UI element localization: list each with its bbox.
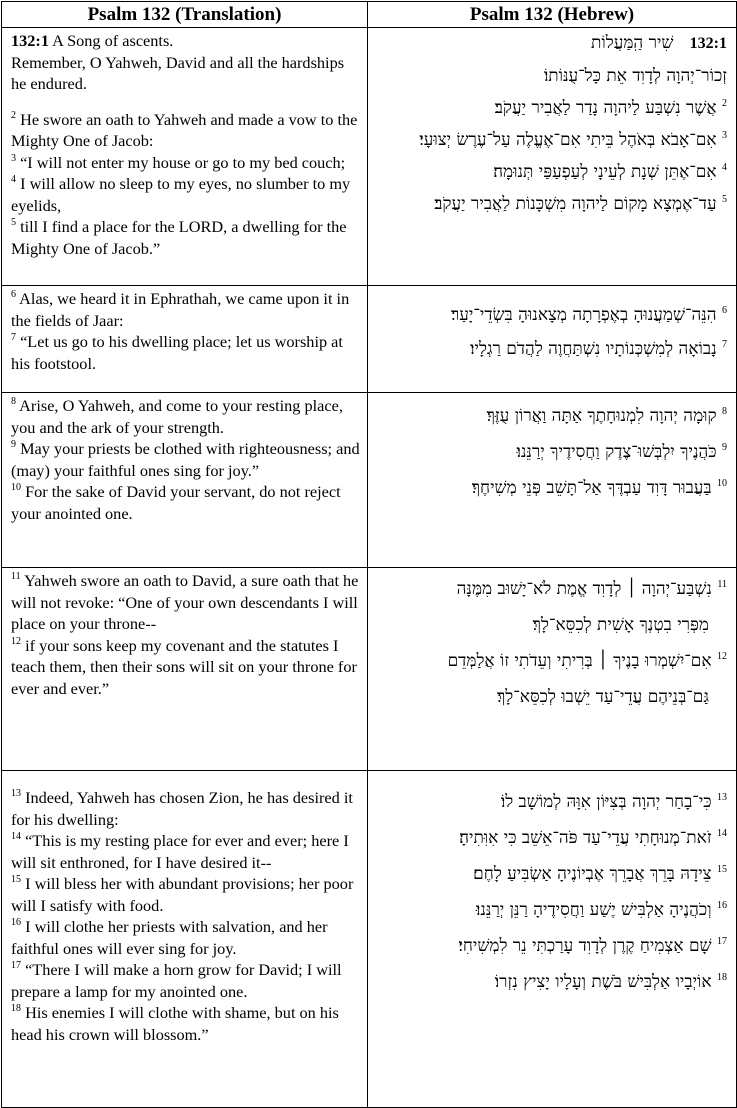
verse-14-en: $^{14}$ “This is my resting place for ever and ever; here I will sit enthroned, for I have desired it--	[11, 831, 349, 872]
verse-number: 8	[722, 406, 727, 417]
hebrew-cell-4	[368, 568, 737, 771]
verse-number: 3	[722, 130, 727, 141]
verse-6-en: $^6$ Alas, we heard it in Ephrathah, we came upon it in the fields of Jaar:	[11, 289, 350, 330]
verse-13-en: $^{13}$ Indeed, Yahweh has chosen Zion, he has desired it for his dwelling:	[11, 788, 353, 829]
verse-block-5	[2, 771, 737, 1108]
verse-number: 12	[11, 635, 21, 647]
verse-number: 10	[717, 478, 727, 489]
verse-5-en: $^5$ till I find a place for the LORD, a dwelling for the Mighty One of Jacob.”	[11, 217, 347, 258]
verse-11b-he: מִפְּרִי בִטְנְךָ אָשִׁית לְכִסֵּא־לָךְ׃	[532, 615, 709, 635]
verse-number: 7	[722, 339, 727, 350]
verse-number: 13	[717, 792, 727, 803]
verse-block-4	[2, 568, 737, 771]
verse-8-en: $^8$ Arise, O Yahweh, and come to your resting place, you and the ark of your strength.	[11, 396, 343, 437]
verse-7-en: $^7$ “Let us go to his dwelling place; let us worship at his footstool.	[11, 332, 343, 373]
verse-number: 9	[11, 439, 16, 450]
verse-number: 8	[11, 396, 16, 407]
translation-cell-4	[2, 568, 368, 771]
translation-cell-3	[2, 393, 368, 568]
verse-block-2	[2, 286, 737, 393]
verse-4-en: $^4$ I will allow no sleep to my eyes, no slumber to my eyelids,	[11, 174, 351, 215]
verse-17-en: $^{17}$ “There I will make a horn grow for David; I will prepare a lamp for my anointed one.	[11, 960, 342, 1001]
translation-header: Psalm 132 (Translation)	[2, 2, 368, 28]
verse-8-he: $^8$ קוּמָה יְהוָה לִמְנוּחָתֶךָ אַתָּה וַאֲרוֹן עֻזֶּךָ׃	[486, 406, 727, 426]
hebrew-cell-2	[368, 286, 737, 393]
translation-cell-1	[2, 28, 368, 286]
verse-15-en: $^{15}$ I will bless her with abundant provisions; her poor will I satisfy with food.	[11, 874, 354, 915]
verse-11-en: $^{11}$ Yahweh swore an oath to David, a sure oath that he will not revoke: “One of your own descendants I will place on your throne--	[11, 571, 359, 633]
header-row	[2, 2, 737, 28]
verse-17-he: $^{17}$ שָׁם אַצְמִיחַ קֶרֶן לְדָוִד עָרַכְתִּי נֵר לִמְשִׁיחִי׃	[458, 936, 727, 956]
verse-1b-en: Remember, O Yahweh, David and all the hardships he endured.	[11, 52, 345, 93]
verse-3-he: $^3$ אִם־אָבֹא בְּאֹהֶל בֵּיתִי אִם־אֶעֱלֶה עַל־עֶרֶשׂ יְצוּעָי׃	[419, 130, 727, 150]
verse-number: 11	[717, 579, 727, 590]
verse-number: 17	[717, 936, 727, 947]
verse-13-he: $^{13}$ כִּי־בָחַר יְהוָה בְּצִיּוֹן אִוָּהּ לְמוֹשָׁב לוֹ׃	[500, 792, 727, 812]
verse-number: 16	[11, 917, 21, 928]
verse-number: 14	[11, 831, 21, 842]
verse-number: 5	[11, 217, 16, 228]
verse-number: 15	[11, 874, 21, 885]
verse-2-en: $^2$ He swore an oath to Yahweh and made a vow to the Mighty One of Jacob:	[11, 109, 358, 150]
verse-number: 17	[11, 960, 21, 971]
verse-12-he: $^{12}$ אִם־יִשְׁמְרוּ בָנֶיךָ ׀ בְּרִיתִי וְעֵדֹתִי זוֹ אֲלַמְּדֵם	[447, 651, 727, 671]
verse-1-en: 132:1 A Song of ascents.	[11, 31, 174, 50]
verse-number: 14	[717, 828, 727, 839]
verse-number: 9	[722, 442, 727, 453]
verse-7-he: $^7$ נָבוֹאָה לְמִשְׁכְּנוֹתָיו נִשְׁתַּחֲוֶה לַהֲדֹם רַגְלָיו׃	[470, 339, 727, 359]
verse-18-he: $^{18}$ אוֹיְבָיו אַלְבִּישׁ בֹּשֶׁת וְעָלָיו יָצִיץ נִזְרוֹ׃	[494, 972, 727, 992]
translation-cell-2	[2, 286, 368, 393]
verse-number: 18	[11, 1003, 21, 1014]
verse-block-3	[2, 393, 737, 568]
verse-number: 16	[717, 900, 727, 911]
translation-cell-5	[2, 771, 368, 1108]
verse-10-en: $^{10}$ For the sake of David your servant, do not reject your anointed one.	[11, 482, 341, 523]
verse-number: 15	[717, 864, 727, 875]
verse-number: 10	[11, 482, 21, 493]
verse-11-he: $^{11}$ נִשְׁבַּע־יְהוָה ׀ לְדָוִד אֱמֶת לֹא־יָשׁוּב מִמֶּנָּה	[456, 579, 727, 599]
verse-number: 7	[11, 332, 16, 343]
hebrew-cell-3	[368, 393, 737, 568]
verse-16-en: $^{16}$ I will clothe her priests with salvation, and her faithful ones will ever sing for joy.	[11, 917, 328, 958]
verse-number: 6	[722, 305, 727, 316]
verse-number: 2	[11, 109, 16, 121]
verse-number: 6	[11, 289, 16, 300]
verse-number: 2	[722, 98, 727, 109]
verse-block-1	[2, 28, 737, 286]
verse-3-en: $^3$ “I will not enter my house or go to my bed couch;	[11, 152, 346, 172]
verse-9-en: $^9$ May your priests be clothed with righteousness; and (may) your faithful ones sing for joy.”	[11, 439, 360, 480]
verse-number: 12	[717, 651, 727, 662]
hebrew-cell-5	[368, 771, 737, 1108]
verse-number: 11	[11, 571, 21, 582]
verse-12-en: $^{12}$ if your sons keep my covenant and the statutes I teach them, then their sons will sit on your throne for ever and ever.”	[11, 635, 357, 698]
verse-1-he: זְכוֹר־יְהוָה לְדָוִד אֵת כָּל־עֻנּוֹתוֹ׃	[543, 66, 727, 86]
hebrew-header: Psalm 132 (Hebrew)	[368, 2, 737, 28]
verse-12b-he: גַּם־בְּנֵיהֶם עֲדֵי־עַד יֵשְׁבוּ לְכִסֵּא־לָךְ׃	[496, 687, 709, 707]
verse-15-he: $^{15}$ צֵידָהּ בָּרֵךְ אֲבָרֵךְ אֶבְיוֹנֶיהָ אַשְׂבִּיעַ לָחֶם׃	[473, 864, 727, 884]
verse-2-he: $^2$ אֲשֶׁר נִשְׁבַּע לַיהוָה נָדַר לַאֲבִיר יַעֲקֹב׃	[494, 98, 727, 118]
verse-number: 4	[11, 174, 16, 185]
verse-6-he: $^6$ הִנֵּה־שְׁמַעֲנוּהָ בְאֶפְרָתָה מְצָאנוּהָ בִּשְׂדֵי־יָעַר׃	[450, 305, 727, 325]
verse-16-he: $^{16}$ וְכֹהֲנֶיהָ אַלְבִּישׁ יֶשַׁע וַחֲסִידֶיהָ רַנֵּן יְרַנֵּנוּ׃	[476, 900, 727, 920]
verse-1-he-title: 132:1 שִׁיר הַֽמַּעֲלוֹת	[591, 33, 727, 53]
verse-number: 13	[11, 788, 21, 799]
hebrew-cell-1	[368, 28, 737, 286]
verse-number: 5	[722, 194, 727, 205]
verse-4-he: $^4$ אִם־אֶתֵּן שְׁנָת לְעֵינָי לְעַפְעַפַּי תְּנוּמָה׃	[493, 162, 727, 182]
verse-10-he: $^{10}$ בַּעֲבוּר דָּוִד עַבְדֶּךָ אַל־תָּשֵׁב פְּנֵי מְשִׁיחֶךָ׃	[471, 478, 727, 498]
verse-number: 3	[11, 152, 16, 164]
verse-9-he: $^9$ כֹּהֲנֶיךָ יִלְבְּשׁוּ־צֶדֶק וַחֲסִידֶיךָ יְרַנֵּנוּ׃	[516, 442, 727, 462]
verse-18-en: $^{18}$ His enemies I will clothe with shame, but on his head his crown will blossom.”	[11, 1003, 339, 1044]
verse-5-he: $^5$ עַד־אֶמְצָא מָקוֹם לַיהוָה מִשְׁכָּנוֹת לַאֲבִיר יַעֲקֹב׃	[434, 194, 727, 214]
verse-number: 4	[722, 162, 727, 173]
psalm-table	[1, 1, 737, 1108]
verse-14-he: $^{14}$ זֹאת־מְנוּחָתִי עֲדֵי־עַד פֹּה־אֵשֵׁב כִּי אִוִּתִיהָ׃	[459, 828, 727, 848]
verse-number: 18	[717, 972, 727, 983]
